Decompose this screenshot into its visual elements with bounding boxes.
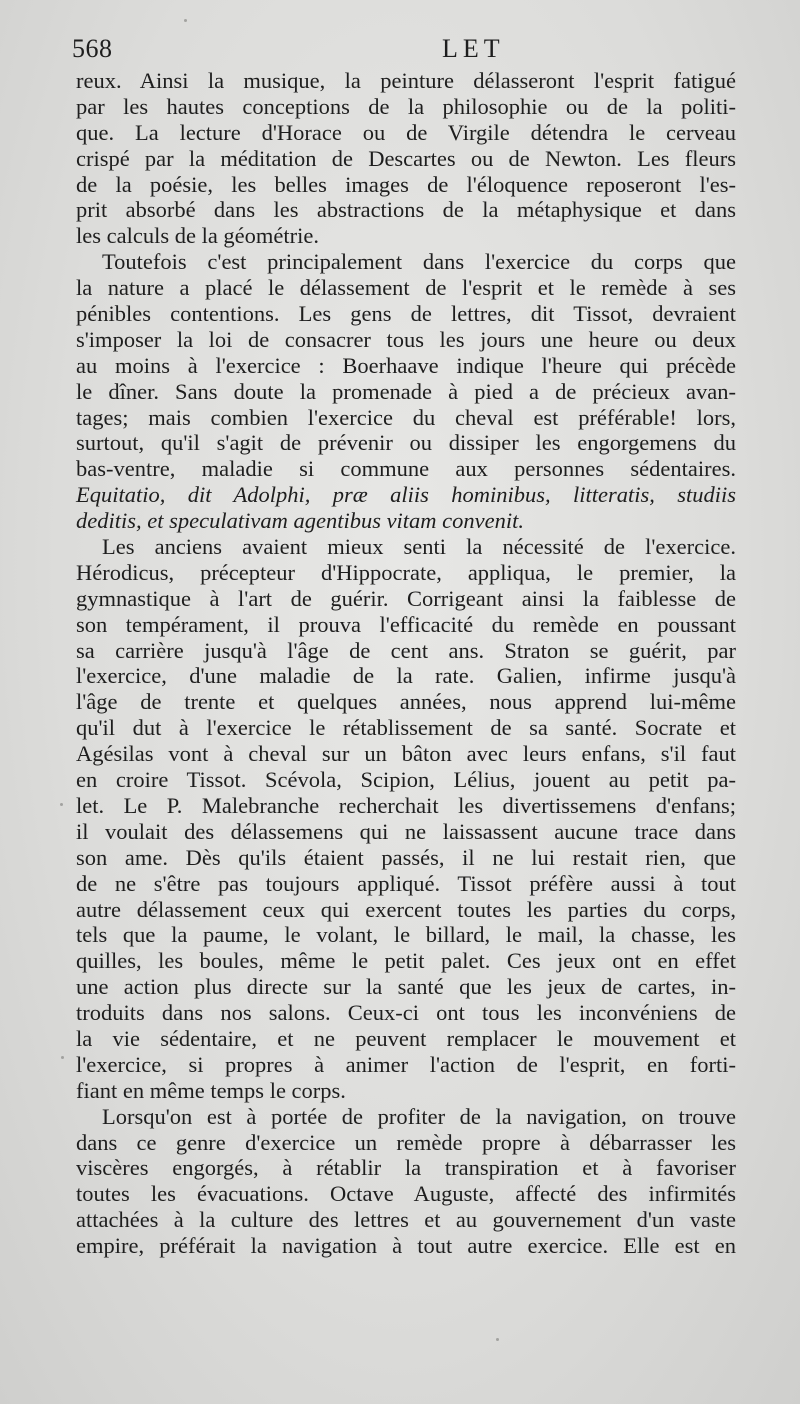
text-line: gymnastique à l'art de guérir. Corrigeant ainsi la faiblesse de xyxy=(76,585,736,611)
text-line: surtout, qu'il s'agit de prévenir ou dissiper les engorgemens du xyxy=(76,430,736,456)
page-number: 568 xyxy=(72,34,113,63)
text-line: au moins à l'exercice : Boerhaave indique l'heure qui précède xyxy=(76,352,736,378)
text-line: tages; mais combien l'exercice du cheval est préférable! lors, xyxy=(76,404,736,430)
text-line: toutes les évacuations. Octave Auguste, affecté des infirmités xyxy=(76,1181,736,1207)
text-line: dans ce genre d'exercice un remède propre à débarrasser les xyxy=(76,1129,736,1155)
body-text xyxy=(76,68,736,1259)
text-line: l'âge de trente et quelques années, nous apprend lui-même xyxy=(76,689,736,715)
ink-speck xyxy=(496,1338,499,1341)
ink-speck xyxy=(184,19,187,22)
running-head: LET xyxy=(442,34,505,63)
text-line: l'exercice, d'une maladie de la rate. Galien, infirme jusqu'à xyxy=(76,663,736,689)
paragraph-start-line: Toutefois c'est principalement dans l'exercice du corps que xyxy=(102,249,736,275)
text-line: Hérodicus, précepteur d'Hippocrate, appliqua, le premier, la xyxy=(76,559,736,585)
text-line: de ne s'être pas toujours appliqué. Tissot préfère aussi à tout xyxy=(76,870,736,896)
text-line: bas-ventre, maladie si commune aux personnes sédentaires. xyxy=(76,456,736,482)
text-line: troduits dans nos salons. Ceux-ci ont tous les inconvéniens de xyxy=(76,1000,736,1026)
latin-quote-line: Equitatio, dit Adolphi, præ aliis hominibus, litteratis, studiis xyxy=(76,482,736,508)
text-line: autre délassement ceux qui exercent toutes les parties du corps, xyxy=(76,896,736,922)
text-line: les calculs de la géométrie. xyxy=(76,223,320,249)
paragraph-start-line: Lorsqu'on est à portée de profiter de la navigation, on trouve xyxy=(102,1103,736,1129)
text-line: sa carrière jusqu'à l'âge de cent ans. Straton se guérit, par xyxy=(76,637,736,663)
paragraph-start-line: Les anciens avaient mieux senti la nécessité de l'exercice. xyxy=(102,534,736,560)
text-line: attachées à la culture des lettres et au gouvernement d'un vaste xyxy=(76,1207,736,1233)
latin-quote-line: deditis, et speculativam agentibus vitam convenit. xyxy=(76,508,525,534)
text-line: crispé par la méditation de Descartes ou de Newton. Les fleurs xyxy=(76,145,736,171)
text-line: pénibles contentions. Les gens de lettres, dit Tissot, devraient xyxy=(76,301,736,327)
text-line: tels que la paume, le volant, le billard, le mail, la chasse, les xyxy=(76,922,736,948)
text-line: fiant en même temps le corps. xyxy=(76,1077,346,1103)
text-line: par les hautes conceptions de la philosophie ou de la politi- xyxy=(76,93,736,119)
text-line: son tempérament, il prouva l'efficacité du remède en poussant xyxy=(76,611,736,637)
text-line: la nature a placé le délassement de l'esprit et le remède à ses xyxy=(76,275,736,301)
text-line: la vie sédentaire, et ne peuvent remplacer le mouvement et xyxy=(76,1025,736,1051)
page-header xyxy=(72,30,736,70)
text-line: que. La lecture d'Horace ou de Virgile détendra le cerveau xyxy=(76,119,736,145)
text-line: let. Le P. Malebranche recherchait les divertissemens d'enfans; xyxy=(76,792,736,818)
text-line: il voulait des délassemens qui ne laissassent aucune trace dans xyxy=(76,818,736,844)
text-line: le dîner. Sans doute la promenade à pied a de précieux avan- xyxy=(76,378,736,404)
text-line: quilles, les boules, même le petit palet. Ces jeux ont en effet xyxy=(76,948,736,974)
ink-speck xyxy=(60,803,63,806)
text-line: une action plus directe sur la santé que les jeux de cartes, in- xyxy=(76,974,736,1000)
text-line: Agésilas vont à cheval sur un bâton avec leurs enfans, s'il faut xyxy=(76,741,736,767)
text-line: l'exercice, si propres à animer l'action de l'esprit, en forti- xyxy=(76,1051,736,1077)
text-line: viscères engorgés, à rétablir la transpiration et à favoriser xyxy=(76,1155,736,1181)
text-line: prit absorbé dans les abstractions de la métaphysique et dans xyxy=(76,197,736,223)
ink-speck xyxy=(61,1056,64,1059)
text-line: son ame. Dès qu'ils étaient passés, il ne lui restait rien, que xyxy=(76,844,736,870)
text-line: empire, préférait la navigation à tout autre exercice. Elle est en xyxy=(76,1233,736,1259)
text-line: en croire Tissot. Scévola, Scipion, Lélius, jouent au petit pa- xyxy=(76,767,736,793)
text-line: de la poésie, les belles images de l'éloquence reposeront l'es- xyxy=(76,171,736,197)
text-line: s'imposer la loi de consacrer tous les jours une heure ou deux xyxy=(76,326,736,352)
text-line: qu'il dut à l'exercice le rétablissement de sa santé. Socrate et xyxy=(76,715,736,741)
text-line: reux. Ainsi la musique, la peinture délasseront l'esprit fatigué xyxy=(76,68,736,93)
